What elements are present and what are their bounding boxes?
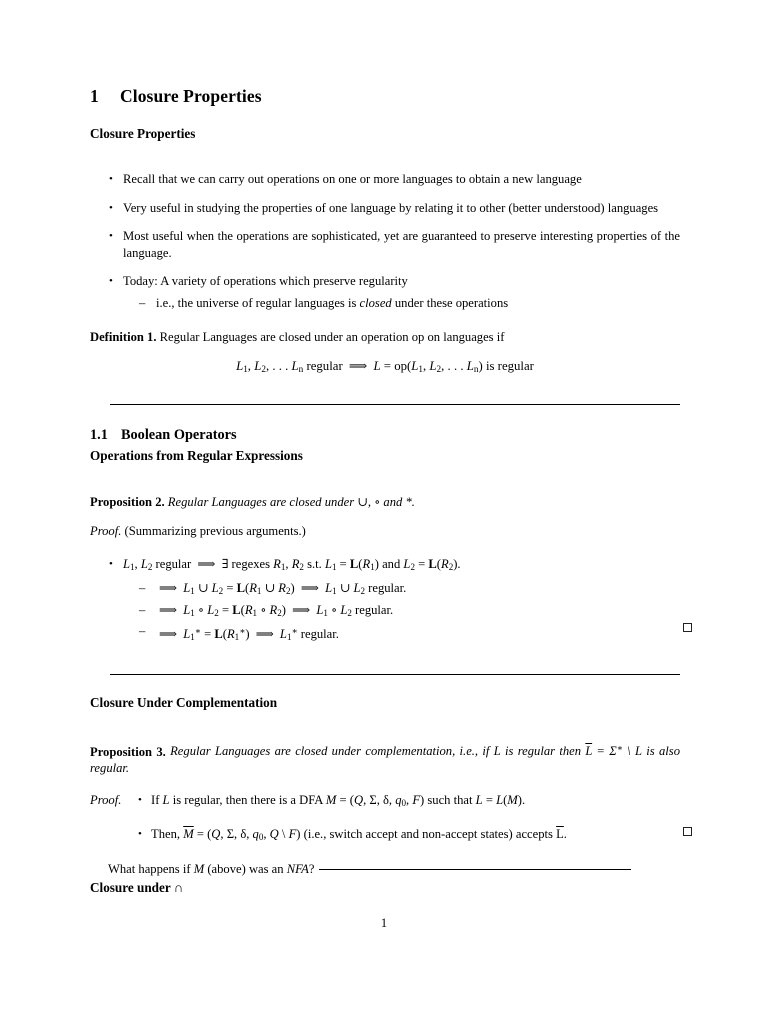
- section-1-heading: [90, 86, 680, 107]
- list-item-text: Very useful in studying the properties of one language by relating it to other (better understood) languages: [123, 200, 659, 215]
- proof-label: Proof.: [90, 524, 122, 539]
- answer-blank-line[interactable]: [319, 862, 631, 870]
- subbullet-suffix: under these operations: [391, 295, 509, 310]
- closure-properties-subhead: Closure Properties: [90, 126, 196, 141]
- list-item: [123, 294, 680, 313]
- definition-1-text: Regular Languages are closed under an operation op on languages if: [159, 330, 505, 345]
- definition-1-label: Definition 1.: [90, 330, 157, 345]
- proposition-3: [90, 741, 680, 777]
- list-item-text: Then, $\overline{M} = (Q$, Σ, δ, $q_0$, Q \ F) (i.e., switch accept and non-accept states) accepts $\overline{L}$.: [151, 826, 567, 842]
- proof-note: (Summarizing previous arguments.): [124, 524, 306, 539]
- proof-label: Proof.: [90, 793, 122, 808]
- proposition-2-proof-intro: [90, 523, 680, 539]
- dash-icon: –: [139, 624, 146, 639]
- closure-complementation-subhead: Closure Under Complementation: [90, 694, 278, 710]
- definition-1: [90, 329, 680, 345]
- list-item: [90, 792, 680, 812]
- bullet-icon: •: [109, 275, 113, 288]
- bullet-icon: •: [109, 557, 113, 570]
- qed-box: [683, 623, 692, 632]
- list-item: [123, 601, 680, 622]
- closure-properties-subbullets: [123, 294, 680, 313]
- nfa-question-text: What happens if M (above) was an NFA?: [108, 862, 315, 877]
- closure-properties-bullets: [90, 171, 680, 312]
- section-1-1-number: 1.1: [90, 426, 108, 443]
- section-1-number: 1: [90, 86, 99, 106]
- bullet-icon: •: [109, 173, 113, 185]
- section-1-1-heading: [90, 427, 680, 444]
- dash-icon: –: [139, 602, 146, 617]
- list-item: [90, 273, 680, 312]
- subbullet-prefix: i.e., the universe of regular languages is: [156, 295, 360, 310]
- bullet-icon: •: [109, 230, 113, 243]
- bullet-icon: •: [138, 794, 142, 807]
- closure-intersection-subhead: Closure under ∩: [90, 879, 184, 895]
- list-item: [90, 228, 680, 261]
- list-item: [90, 556, 680, 647]
- document-content: [90, 86, 680, 896]
- proposition-2-subproof-list: [123, 579, 680, 646]
- proposition-3-proof: [90, 792, 680, 845]
- page-number: 1: [380, 916, 388, 930]
- operations-from-regex-subhead: Operations from Regular Expressions: [90, 447, 303, 463]
- list-item: [90, 826, 680, 846]
- proposition-2: [90, 494, 680, 510]
- proposition-3-proof-list: [90, 792, 680, 845]
- section-1-1-title: Boolean Operators: [121, 426, 237, 443]
- list-item-text: Today: A variety of operations which preserve regularity: [123, 274, 408, 289]
- dash-icon: –: [139, 581, 146, 596]
- bullet-icon: •: [109, 201, 113, 214]
- list-item-text: If L is regular, then there is a DFA M = (Q, Σ, δ, $q_0$, F) such that L = L(M).: [151, 793, 526, 809]
- list-item-text: Most useful when the operations are sophisticated, yet are guaranteed to preserve interesting properties of the language.: [123, 229, 680, 260]
- section-1-title: Closure Properties: [120, 86, 262, 106]
- list-item: [90, 200, 680, 217]
- nfa-question-row: [90, 861, 680, 877]
- bullet-icon: •: [138, 827, 142, 840]
- list-item-text: ⟹ $L_1$ ∘ $L_2 = L(R_1$ ∘ $R_2$) ⟹ $L_1$ ∘ $L_2$ regular.: [159, 602, 394, 618]
- list-item: [123, 622, 680, 646]
- dash-icon: –: [139, 295, 146, 310]
- subbullet-emphasis: closed: [359, 295, 392, 310]
- proposition-3-statement: Regular Languages are closed under complementation, i.e., if L is regular then $\overline{L} = \Sigma^∗$ \ L is also regular.: [90, 743, 681, 775]
- definition-1-formula: $L_1$, $L_2$, . . . $L_n$ regular ⟹ $L = op(L_1$, $L_2$, . . . $L_n$) is regular: [236, 358, 534, 374]
- proposition-3-label: Proposition 3.: [90, 744, 166, 759]
- list-item: [123, 579, 680, 600]
- proposition-2-label: Proposition 2.: [90, 494, 165, 509]
- list-item: [90, 171, 680, 188]
- list-item-text: $L_1$, $L_2$ regular ⟹ ∃ regexes $R_1$, $R_2$ s.t. $L_1 = L(R_1)$ and $L_2 = L(R_2)$.: [123, 556, 461, 572]
- list-item-text: Recall that we can carry out operations on one or more languages to obtain a new language: [123, 172, 582, 186]
- proposition-2-proof-list: [90, 556, 680, 647]
- list-item-text: ⟹ $L_1$ ∪ $L_2 = L(R_1$ ∪ $R_2$) ⟹ $L_1$ ∪ $L_2$ regular.: [159, 581, 407, 597]
- list-item-text: ⟹ $L_1^∗ = L(R_1^∗)$ ⟹ $L_1^∗$ regular.: [159, 626, 339, 643]
- qed-box: [683, 827, 692, 836]
- proposition-2-statement: Regular Languages are closed under ∪, ∘ and *.: [167, 494, 415, 509]
